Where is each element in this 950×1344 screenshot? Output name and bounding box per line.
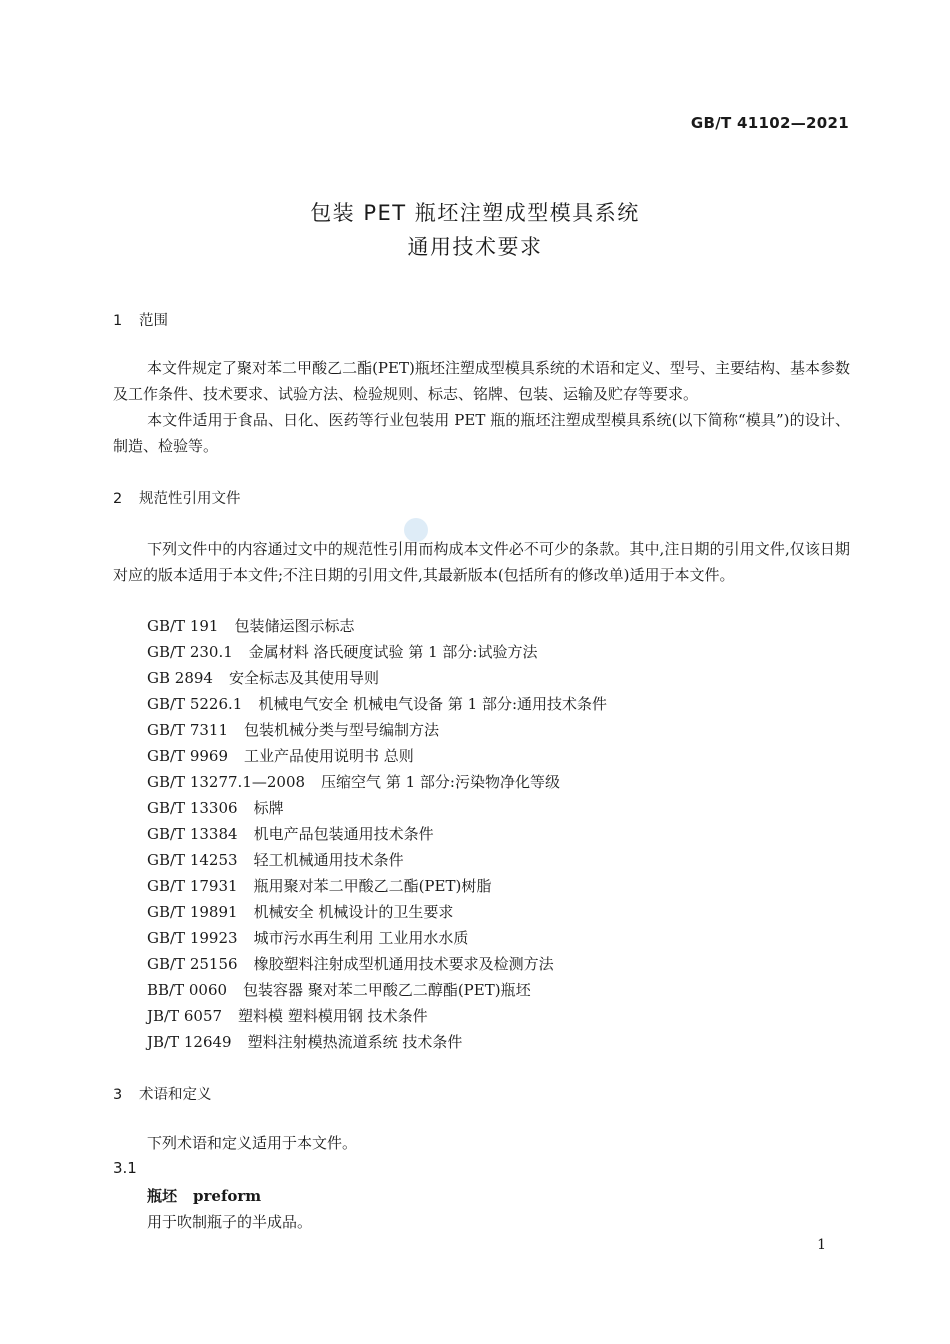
section-title: 规范性引用文件	[139, 491, 241, 507]
reference-item: GB/T 17931 瓶用聚对苯二甲酸乙二酯(PET)树脂	[147, 877, 492, 895]
reference-item: GB/T 13277.1—2008 压缩空气 第 1 部分:污染物净化等级	[147, 773, 560, 791]
section-1-paragraph-2: 本文件适用于食品、日化、医药等行业包装用 PET 瓶的瓶坯注塑成型模具系统(以下简称“模具”)的设计、制造、检验等。	[113, 411, 850, 455]
reference-item: GB/T 13384 机电产品包装通用技术条件	[147, 825, 434, 843]
section-1-paragraph-1: 本文件规定了聚对苯二甲酸乙二酯(PET)瓶坯注塑成型模具系统的术语和定义、型号、主要结构、基本参数及工作条件、技术要求、试验方法、检验规则、标志、铭牌、包装、运输及贮存等要求。	[113, 359, 850, 403]
reference-item: GB/T 191 包装储运图示标志	[147, 617, 355, 635]
page-number: 1	[817, 1237, 826, 1253]
section-2-intro: 下列文件中的内容通过文中的规范性引用而构成本文件必不可少的条款。其中,注日期的引用文件,仅该日期对应的版本适用于本文件;不注日期的引用文件,其最新版本(包括所有的修改单)适用于本文件。	[113, 540, 850, 584]
section-2-heading	[113, 487, 241, 508]
reference-item: GB/T 7311 包装机械分类与型号编制方法	[147, 721, 440, 739]
term-definition: 用于吹制瓶子的半成品。	[147, 1213, 313, 1231]
reference-item: GB/T 230.1 金属材料 洛氏硬度试验 第 1 部分:试验方法	[147, 643, 538, 661]
term-zh: 瓶坯	[147, 1187, 178, 1205]
reference-item: JB/T 12649 塑料注射模热流道系统 技术条件	[147, 1033, 463, 1051]
term-entry	[147, 1185, 261, 1206]
reference-item: GB/T 13306 标牌	[147, 799, 284, 817]
reference-item: JB/T 6057 塑料模 塑料模用钢 技术条件	[147, 1007, 428, 1025]
reference-item: GB/T 14253 轻工机械通用技术条件	[147, 851, 404, 869]
reference-item: GB 2894 安全标志及其使用导则	[147, 669, 379, 687]
clause-number: 3.1	[113, 1159, 137, 1177]
reference-item: BB/T 0060 包装容器 聚对苯二甲酸乙二醇酯(PET)瓶坯	[147, 981, 531, 999]
document-title-line1: 包装 PET 瓶坯注塑成型模具系统	[310, 201, 640, 225]
reference-item: GB/T 19923 城市污水再生利用 工业用水水质	[147, 929, 469, 947]
section-title: 术语和定义	[139, 1087, 212, 1103]
document-title-line2: 通用技术要求	[407, 235, 543, 259]
section-3-heading	[113, 1083, 212, 1104]
reference-item: GB/T 9969 工业产品使用说明书 总则	[147, 747, 414, 765]
section-number: 3	[113, 1087, 123, 1103]
reference-item: GB/T 19891 机械安全 机械设计的卫生要求	[147, 903, 454, 921]
section-number: 2	[113, 491, 123, 507]
standard-code: GB/T 41102—2021	[690, 114, 849, 132]
reference-item: GB/T 5226.1 机械电气安全 机械电气设备 第 1 部分:通用技术条件	[147, 695, 607, 713]
section-title: 范围	[139, 313, 168, 329]
reference-item: GB/T 25156 橡胶塑料注射成型机通用技术要求及检测方法	[147, 955, 554, 973]
section-number: 1	[113, 313, 123, 329]
section-3-intro: 下列术语和定义适用于本文件。	[147, 1134, 358, 1152]
section-1-heading	[113, 309, 168, 330]
term-en: preform	[193, 1187, 262, 1205]
